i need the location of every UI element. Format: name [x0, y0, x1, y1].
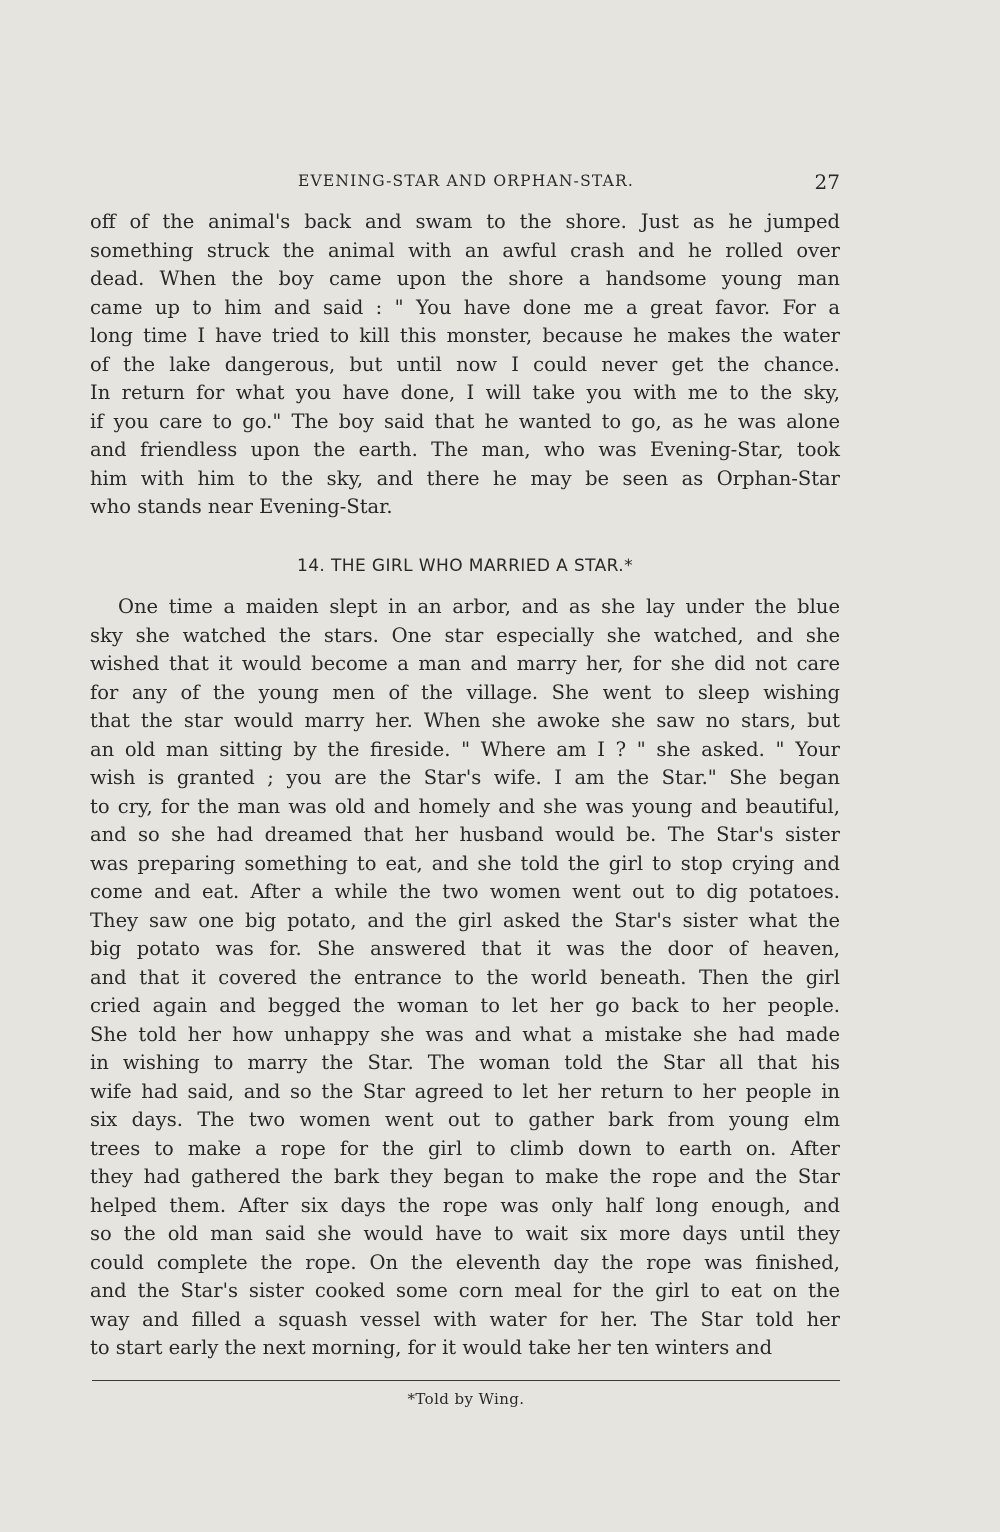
text-line: One time a maiden slept in an arbor, and as she lay under the blue [118, 595, 840, 618]
running-title: EVENING-STAR AND ORPHAN-STAR. [297, 172, 634, 190]
text-line: came up to him and said : " You have done me a great favor. For a [90, 295, 840, 319]
text-line: in wishing to marry the Star. The woman told the Star all that his [90, 1051, 840, 1074]
text-line: if you care to go." The boy said that he wanted to go, as he was alone [90, 409, 840, 433]
text-line: wife had said, and so the Star agreed to let her return to her people in [90, 1079, 840, 1103]
text-line: that the star would marry her. When she awoke she saw no stars, but [90, 709, 840, 732]
text-line: something struck the animal with an awful crash and he rolled over [90, 238, 840, 262]
text-line: and the Star's sister cooked some corn meal for the girl to eat on the [90, 1279, 840, 1302]
section-heading: 14. THE GIRL WHO MARRIED A STAR.* [296, 556, 633, 576]
text-line: could complete the rope. On the eleventh day the rope was finished, [90, 1250, 840, 1274]
text-line: She told her how unhappy she was and what a mistake she had made [90, 1022, 840, 1046]
text-line: to start early the next morning, for it would take her ten winters and [90, 1336, 773, 1359]
text-line: wish is granted ; you are the Star's wife. I am the Star." She began [90, 766, 840, 789]
text-line: big potato was for. She answered that it was the door of heaven, [90, 937, 840, 960]
running-head [92, 170, 840, 198]
text-line: six days. The two women went out to gather bark from young elm [90, 1108, 840, 1131]
text-line: long time I have tried to kill this monster, because he makes the water [90, 324, 840, 347]
text-line: cried again and begged the woman to let her go back to her people. [90, 994, 840, 1017]
text-line: They saw one big potato, and the girl asked the Star's sister what the [90, 908, 840, 932]
text-line: who stands near Evening-Star. [90, 495, 393, 518]
text-line: off of the animal's back and swam to the shore. Just as he jumped [90, 210, 840, 233]
text-line: for any of the young men of the village. She went to sleep wishing [90, 680, 840, 704]
text-line: they had gathered the bark they began to make the rope and the Star [90, 1165, 840, 1188]
text-line: In return for what you have done, I will take you with me to the sky, [90, 381, 840, 404]
paragraph-evening-star [90, 208, 840, 522]
text-line: was preparing something to eat, and she told the girl to stop crying and [90, 851, 840, 875]
text-line: an old man sitting by the fireside. " Where am I ? " she asked. " Your [90, 737, 840, 761]
text-line: and that it covered the entrance to the world beneath. Then the girl [90, 965, 840, 989]
text-line: and so she had dreamed that her husband would be. The Star's sister [90, 823, 840, 846]
text-line: way and filled a squash vessel with water for her. The Star told her [90, 1307, 840, 1331]
footnote: *Told by Wing. [407, 1390, 525, 1408]
text-line: him with him to the sky, and there he may be seen as Orphan-Star [90, 466, 840, 490]
text-line: wished that it would become a man and marry her, for she did not care [90, 652, 840, 675]
text-line: dead. When the boy came upon the shore a handsome young man [90, 267, 840, 290]
footnote-divider [92, 1380, 840, 1381]
text-line: and friendless upon the earth. The man, who was Evening-Star, took [90, 438, 840, 461]
text-line: sky she watched the stars. One star especially she watched, and she [90, 623, 840, 647]
page-number: 27 [814, 170, 840, 194]
paragraph-girl-who-married-a-star [90, 593, 840, 1363]
text-line: trees to make a rope for the girl to climb down to earth on. After [90, 1136, 840, 1160]
text-line: to cry, for the man was old and homely and she was young and beautiful, [90, 794, 840, 818]
text-line: of the lake dangerous, but until now I could never get the chance. [90, 352, 840, 376]
text-line: helped them. After six days the rope was only half long enough, and [90, 1193, 840, 1217]
text-line: come and eat. After a while the two women went out to dig potatoes. [90, 880, 840, 903]
text-line: so the old man said she would have to wait six more days until they [90, 1222, 840, 1245]
